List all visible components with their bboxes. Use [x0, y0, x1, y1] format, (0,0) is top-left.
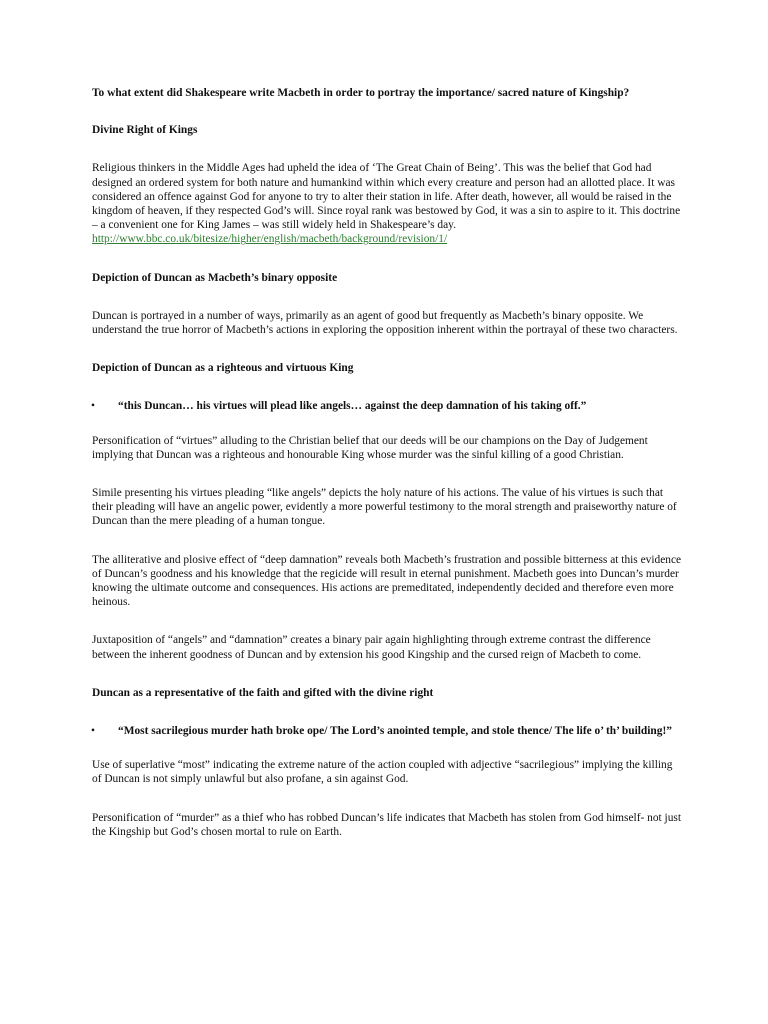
paragraph-text: Religious thinkers in the Middle Ages had upheld the idea of ‘The Great Chain of Being’. This was the belief that God had designed an ordered system for both nature and humankind within which every creature and person had an allotted place. It was considered an offence against God for anyone to try to alter their station in life. After death, however, all would be raised in the kingdom of heaven, if they respected God’s will. Since royal rank was bestowed by God, it was a sin to aspire to it. This doctrine – a convenient one for King James – was still widely held in Shakespeare’s day.: [92, 162, 681, 232]
paragraph-analysis: Juxtaposition of “angels” and “damnation” creates a binary pair again highlighting through extreme contrast the difference between the inherent goodness of Duncan and by extension his good Kingship and the cursed reign of Macbeth to come.: [92, 634, 651, 661]
paragraph-analysis: Personification of “virtues” alluding to the Christian belief that our deeds will be our champions on the Day of Judgement implying that Duncan was a righteous and honourable King whose murder was the sinful killing of a good Christian.: [92, 434, 648, 461]
quote-text: “Most sacrilegious murder hath broke ope/ The Lord’s anointed temple, and stole thence/ The life o’ th’ building!”: [118, 725, 672, 738]
paragraph-analysis: Personification of “murder” as a thief who has robbed Duncan’s life indicates that Macbeth has stolen from God himself- not just the Kingship but God’s chosen mortal to rule on Earth.: [92, 811, 681, 838]
section-heading-righteous-king: Depiction of Duncan as a righteous and virtuous King: [92, 362, 354, 375]
quote-bullet-virtues: [92, 399, 682, 413]
bullet-icon: •: [91, 400, 95, 413]
section-heading-divine-right-representative: Duncan as a representative of the faith and gifted with the divine right: [92, 686, 434, 699]
section-heading-binary-opposite: Depiction of Duncan as Macbeth’s binary opposite: [92, 271, 338, 284]
quote-bullet-sacrilegious: [92, 724, 682, 738]
document-body: [92, 86, 682, 863]
paragraph-divine-right: [92, 161, 682, 246]
paragraph-binary-opposite: Duncan is portrayed in a number of ways, primarily as an agent of good but frequently as Macbeth’s binary opposite. We understand the true horror of Macbeth’s actions in exploring the opposition inherent within the portrayal of these two characters.: [92, 309, 678, 337]
paragraph-analysis: The alliterative and plosive effect of “deep damnation” reveals both Macbeth’s frustration and possible bitterness at this evidence of Duncan’s goodness and his knowledge that the regicide will result in eternal punishment. Macbeth goes into Duncan’s murder knowing the ultimate outcome and consequences. His actions are premeditated, independently decided and therefore even more heinous.: [92, 553, 682, 609]
bullet-icon: •: [91, 725, 95, 738]
section-heading-divine-right: Divine Right of Kings: [92, 124, 198, 137]
quote-text: “this Duncan… his virtues will plead like angels… against the deep damnation of his taking off.”: [118, 400, 587, 413]
bbc-bitesize-link[interactable]: http://www.bbc.co.uk/bitesize/higher/english/macbeth/background/revision/1/: [92, 233, 448, 246]
paragraph-analysis: Simile presenting his virtues pleading “like angels” depicts the holy nature of his actions. The value of his virtues is such that their pleading will have an angelic power, evidently a more powerful testimony to the moral strength and praiseworthy nature of Duncan than the mere pleading of a human tongue.: [92, 487, 677, 528]
document-title: To what extent did Shakespeare write Macbeth in order to portray the importance/ sacred nature of Kingship?: [92, 87, 630, 99]
paragraph-analysis: Use of superlative “most” indicating the extreme nature of the action coupled with adjective “sacrilegious” implying the killing of Duncan is not simply unlawful but also profane, a sin against God.: [92, 759, 673, 786]
